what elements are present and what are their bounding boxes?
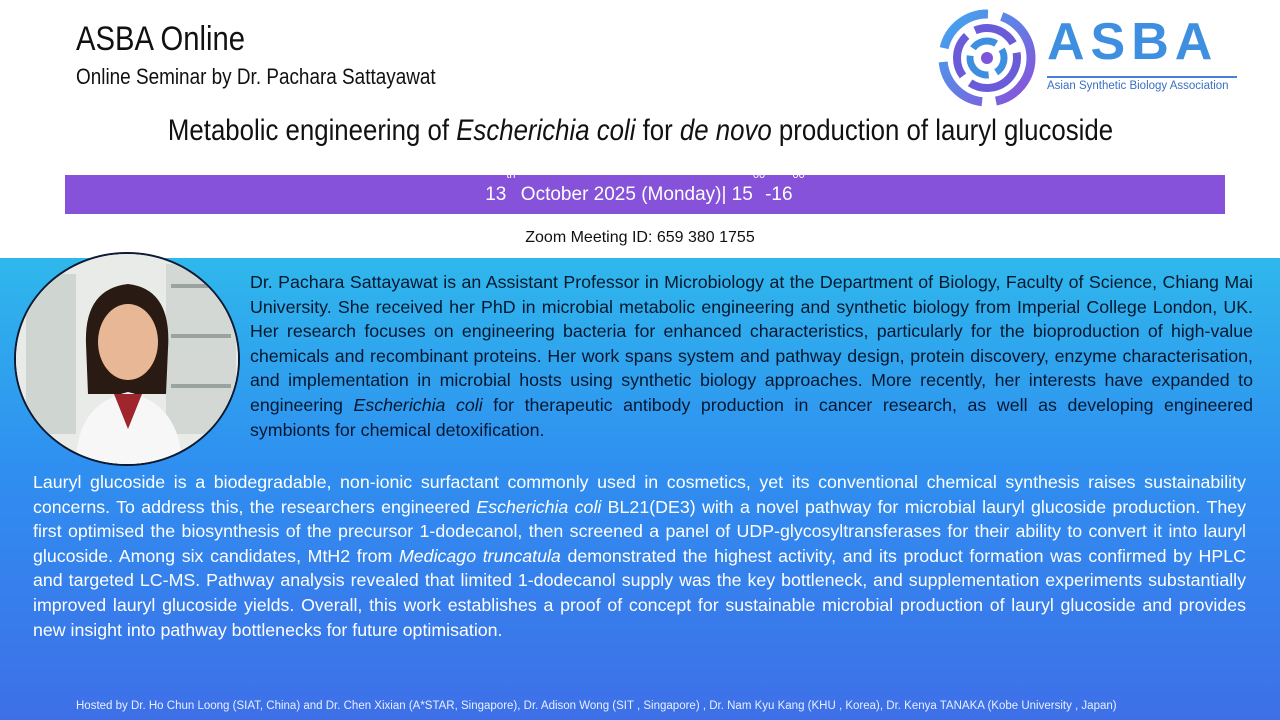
- end-minutes: 00: [792, 169, 805, 181]
- talk-abstract: [33, 470, 1246, 642]
- logo-text: ASBA: [1047, 13, 1219, 71]
- date-day: 13: [485, 184, 507, 205]
- series-title: ASBA Online: [76, 20, 246, 58]
- abstract-italic-plant: Medicago truncatula: [398, 545, 561, 566]
- zoom-meeting-id: Zoom Meeting ID: 659 380 1755: [525, 229, 755, 246]
- date-day-suffix: th: [506, 169, 516, 181]
- talk-title-italic-denovo: de novo: [679, 114, 772, 147]
- series-subtitle: Online Seminar by Dr. Pachara Sattayawat: [76, 64, 436, 89]
- logo-underline: [1047, 76, 1237, 78]
- hosted-by-footer: Hosted by Dr. Ho Chun Loong (SIAT, China) and Dr. Chen Xixian (A*STAR, Singapore), Dr. Adison Wong (SIT , Singapore) , Dr. Nam Kyu Kang (KHU , Korea), Dr. Kenya TANAKA (Kobe University , Japan): [76, 700, 1117, 712]
- date-bar: [65, 169, 1225, 214]
- bio-italic-organism: Escherichia coli: [353, 394, 483, 415]
- speaker-portrait: [14, 252, 240, 466]
- asba-spiral-logo-icon: [935, 6, 1039, 110]
- date-text: October 2025 (Monday)| 15: [515, 184, 753, 205]
- start-minutes: 00: [752, 169, 766, 181]
- header-area: [0, 0, 1280, 258]
- abstract-text: demonstrated the highest activity, and its product formation was confirmed by HPLC and targeted LC-MS. Pathway analysis revealed that limited 1-dodecanol supply was the key bottleneck, and supplementation experiments substantially improved lauryl glucoside yields. Overall, this work establishes a proof of concept for sustainable microbial production of lauryl glucoside and provides new insight into pathway bottlenecks for future optimisation.: [33, 545, 1246, 640]
- talk-title-italic-organism: Escherichia coli: [455, 114, 635, 147]
- talk-title: [0, 114, 1280, 148]
- end-hour: -16: [765, 184, 793, 205]
- bio-text: Dr. Pachara Sattayawat is an Assistant Professor in Microbiology at the Department of Biology, Faculty of Science, Chiang Mai University. She received her PhD in microbial metabolic engineering and synthetic biology from Imperial College London, UK. Her research focuses on engineering bacteria for enhanced characteristics, particularly for the bioproduction of high-value chemicals and recombinant proteins. Her work spans system and pathway design, protein discovery, enzyme characterisation, and implementation in microbial hosts using synthetic biology approaches. More recently, her interests have expanded to engineering: [250, 272, 1253, 415]
- speaker-portrait-drawing: [16, 254, 238, 464]
- speaker-bio: [250, 270, 1253, 442]
- talk-title-text: production of lauryl glucoside: [771, 114, 1113, 147]
- abstract-text: Lauryl glucoside is a biodegradable, non-ionic surfactant commonly used in cosmetics, yet its conventional chemical synthesis raises sustainability concerns. To address this, the researchers engineered: [33, 472, 1246, 517]
- asba-logo: [935, 6, 1255, 110]
- talk-title-text: for: [634, 114, 680, 147]
- talk-title-text: Metabolic engineering of: [167, 114, 456, 147]
- bio-text: for therapeutic antibody production in cancer research, as well as developing engineered symbionts for chemical detoxification.: [250, 394, 1254, 440]
- abstract-italic-organism: Escherichia coli: [476, 496, 602, 517]
- abstract-text: BL21(DE3) with a novel pathway for microbial lauryl glucoside production. They first optimised the biosynthesis of the precursor 1-dodecanol, then screened a panel of UDP-glycosyltransferases for their ability to convert it into lauryl glucoside. Among six candidates, MtH2 from: [33, 496, 1247, 566]
- logo-tagline: Asian Synthetic Biology Association: [1047, 80, 1229, 92]
